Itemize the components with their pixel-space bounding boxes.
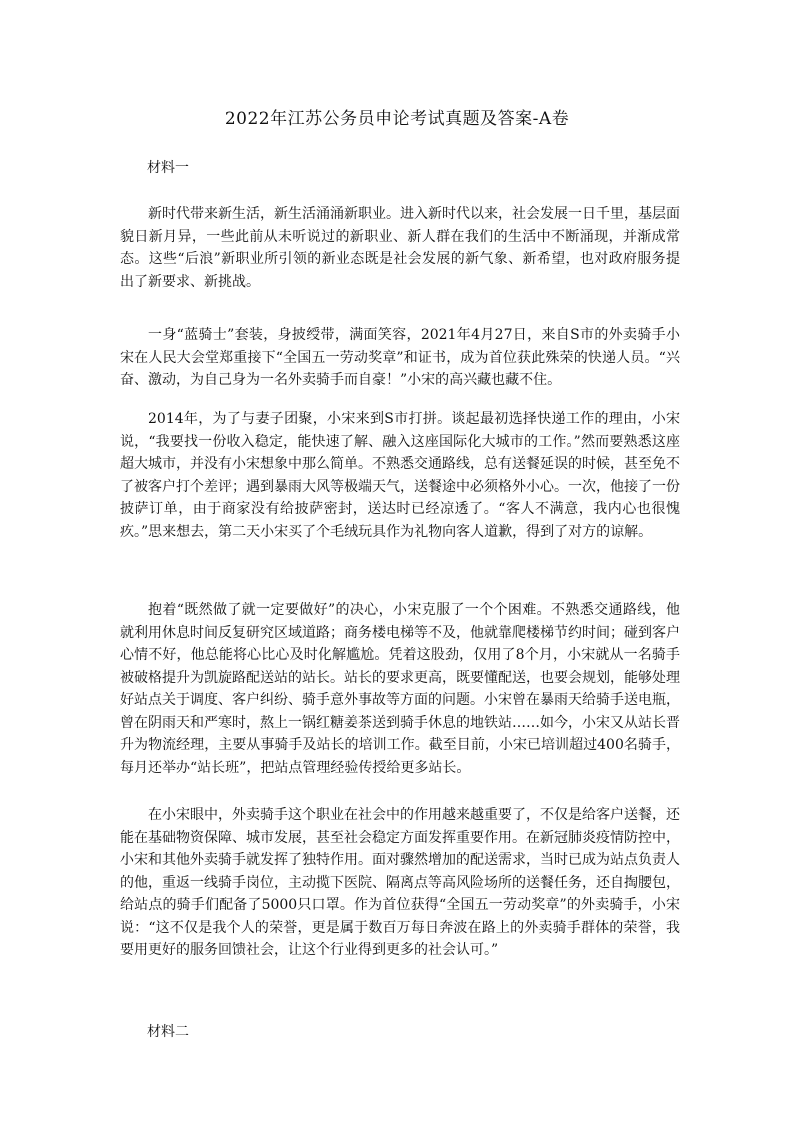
section-heading-2: 材料二 [147, 1024, 189, 1040]
document-title: 2022年江苏公务员申论考试真题及答案-A卷 [224, 109, 570, 129]
paragraph: 抱着“既然做了就一定要做好”的决心，小宋克服了一个个困难。不熟悉交通路线，他就利用休息时间反复研究区域道路；商务楼电梯等不及，他就靠爬楼梯节约时间；碰到客户心情不好，他总能将心比心及时化解尴尬。凭着这股劲，仅用了8个月，小宋就从一名骑手被破格提升为凯旋路配送站的站长。站长的要求更高，既要懂配送，也要会规划，能够处理好站点关于调度、客户纠纷、骑手意外事故等方面的问题。小宋曾在暴雨天给骑手送电瓶，曾在阴雨天和严寒时，熬上一锅红糖姜茶送到骑手休息的地铁站……如今，小宋又从站长晋升为物流经理，主要从事骑手及站长的培训工作。截至目前，小宋已培训超过400名骑手，每月还举办“站长班”，把站点管理经验传授给更多站长。 [120, 602, 680, 776]
paragraph: 一身“蓝骑士”套装，身披绶带，满面笑容，2021年4月27日，来自S市的外卖骑手小宋在人民大会堂郑重接下“全国五一劳动奖章”和证书，成为首位获此殊荣的快递人员。“兴奋、激动，为自己身为一名外卖骑手而自豪！”小宋的高兴藏也藏不住。 [120, 327, 680, 388]
section-heading-1: 材料一 [147, 160, 189, 176]
paragraph: 新时代带来新生活，新生活涌涌新职业。进入新时代以来，社会发展一日千里，基层面貌日新月异，一些此前从未听说过的新职业、新人群在我们的生活中不断涌现，并渐成常态。这些“后浪”新职业所引领的新业态既是社会发展的新气象、新希望，也对政府服务提出了新要求、新挑战。 [120, 206, 680, 290]
paragraph: 在小宋眼中，外卖骑手这个职业在社会中的作用越来越重要了，不仅是给客户送餐，还能在基础物资保障、城市发展，甚至社会稳定方面发挥重要作用。在新冠肺炎疫情防控中，小宋和其他外卖骑手就发挥了独特作用。面对骤然增加的配送需求，当时已成为站点负责人的他，重返一线骑手岗位，主动揽下医院、隔离点等高风险场所的送餐任务，还自掏腰包，给站点的骑手们配备了5000只口罩。作为首位获得“全国五一劳动奖章”的外卖骑手，小宋说：“这不仅是我个人的荣誉，更是属于数百万每日奔波在路上的外卖骑手群体的荣誉，我要用更好的服务回馈社会，让这个行业得到更多的社会认可。” [120, 807, 680, 958]
paragraph: 2014年，为了与妻子团聚，小宋来到S市打拼。谈起最初选择快递工作的理由，小宋说，“我要找一份收入稳定，能快速了解、融入这座国际化大城市的工作。”然而要熟悉这座超大城市，并没有小宋想象中那么简单。不熟悉交通路线，总有送餐延误的时候，甚至免不了被客户打个差评；遇到暴雨大风等极端天气，送餐途中必须格外小心。一次，他接了一份披萨订单，由于商家没有给披萨密封，送达时已经凉透了。“客人不满意，我内心也很愧疚。”思来想去，第二天小宋买了个毛绒玩具作为礼物向客人道歉，得到了对方的谅解。 [120, 411, 680, 540]
